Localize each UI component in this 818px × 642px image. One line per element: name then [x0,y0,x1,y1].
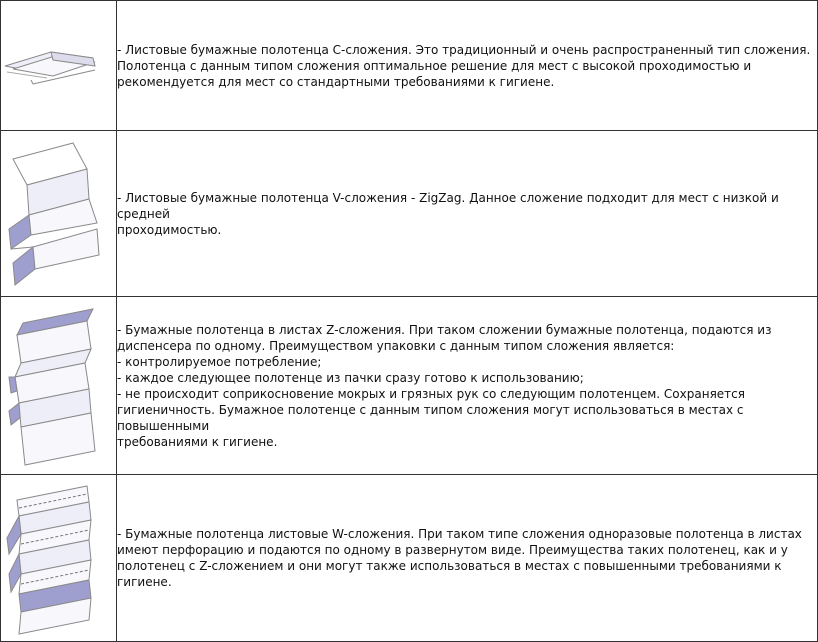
text-line: - Бумажные полотенца в листах Z-сложения. При таком сложении бумажные полотенца, подаются из [117,322,772,337]
text-line: - каждое следующее полотенце из пачки сразу готово к использованию; [117,370,584,385]
table-row [1,1,818,131]
text-line: гигиеничность. Бумажное полотенце с данным типом сложения могут использоваться в местах с повышенными [117,402,744,433]
text-line: - контролируемое потребление; [117,354,322,369]
image-cell [1,475,117,642]
text-line: имеют перфорацию и подаются по одному в развернутом виде. Преимущества таких полотенец, как и у [117,543,788,557]
table-row [1,131,818,297]
description-cell [117,131,818,297]
table-row [1,297,818,475]
table-row [1,475,818,642]
description-cell [117,475,818,642]
w-fold-towel-icon [3,478,103,638]
text-line: - не происходит соприкосновение мокрых и грязных рук со следующим полотенцем. Сохраняется [117,386,745,401]
text-line: рекомендуется для мест со стандартными требованиями к гигиене. [117,74,555,89]
text-line: - Листовые бумажные полотенца V-сложения - ZigZag. Данное сложение подходит для мест с низкой и средней [117,190,779,221]
image-cell [1,1,117,131]
text-line: диспенсера по одному. Преимуществом упаковки с данным типом сложения является: [117,338,675,353]
c-fold-towel-icon [3,36,103,96]
image-cell [1,297,117,475]
text-line: проходимостью. [117,222,222,237]
text-line: полотенец с Z-сложением и они могут также использоваться в местах с повышенными требованиями к гигиене. [117,559,782,589]
text-line: Полотенца с данным типом сложения оптимальное решение для мест с высокой проходимостью и [117,58,752,73]
z-fold-towel-icon [3,301,103,471]
v-fold-towel-icon [3,139,103,289]
description-cell [117,297,818,475]
text-line: - Листовые бумажные полотенца С-сложения. Это традиционный и очень распространенный тип сложения. [117,42,811,57]
text-line: - Бумажные полотенца листовые W-сложения. При таком типе сложения одноразовые полотенца в листах [117,527,802,541]
text-line: требованиями к гигиене. [117,434,278,449]
description-cell [117,1,818,131]
image-cell [1,131,117,297]
